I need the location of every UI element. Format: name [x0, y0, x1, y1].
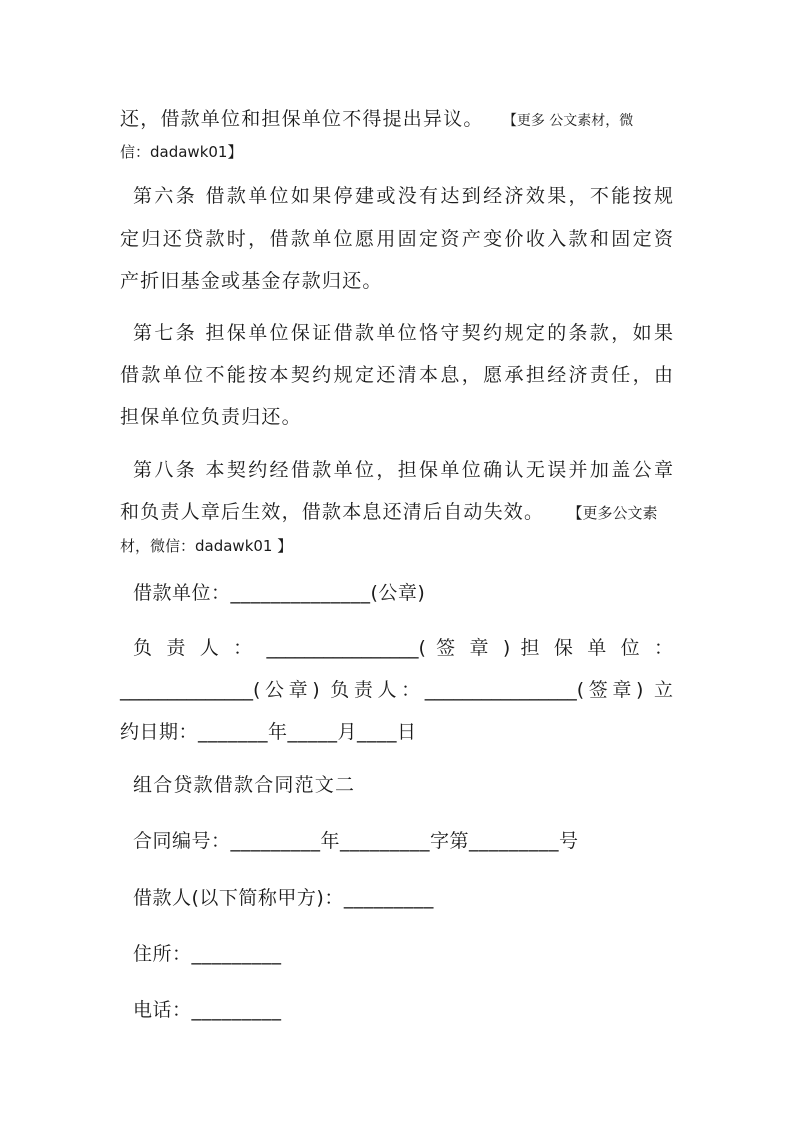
borrower-field: 借款人(以下简称甲方)：_________ [133, 887, 434, 909]
article-7-line-3: 担保单位负责归还。 [120, 406, 302, 428]
section-title: 组合贷款借款合同范文二 [133, 774, 356, 796]
article-6-line-2: 定归还贷款时，借款单位愿用固定资产变价收入款和固定资 [120, 228, 673, 250]
article-8-line-1: 第八条 本契约经借款单位，担保单位确认无误并加盖公章 [133, 459, 673, 481]
sign-line-3: ______________(公章) 负责人：________________(签章) 立 [120, 679, 673, 701]
article-6-line-1: 第六条 借款单位如果停建或没有达到经济效果，不能按规 [133, 185, 673, 207]
article-8-text: 和负责人章后生效，借款本息还清后自动失效。 [120, 501, 545, 523]
sign-borrower: 借款单位：______________(公章) [133, 582, 426, 604]
promo-note: 【更多公文素 [567, 504, 658, 522]
contract-number: 合同编号：_________年_________字第_________号 [133, 830, 579, 852]
promo-note: 【更多 公文素材，微 [502, 113, 634, 129]
sign-date: 约日期：_______年_____月____日 [120, 721, 417, 743]
article-6-line-3: 产折旧基金或基金存款归还。 [120, 270, 383, 292]
article-8-line-3: 材，微信：dadawk01 】 [120, 537, 293, 555]
article-8-line-2 [120, 499, 673, 526]
p1-line-1 [120, 106, 673, 134]
article-7-line-2: 借款单位不能按本契约规定还清本息，愿承担经济责任，由 [120, 364, 673, 386]
p1-line-2: 信：dadawk01】 [120, 143, 243, 161]
article-7-line-1: 第七条 担保单位保证借款单位恪守契约规定的条款，如果 [133, 322, 673, 344]
sign-line-2: 负 责 人 ： ________________( 签 章 ) 担 保 单 位 ： [133, 637, 673, 659]
address-field: 住所：_________ [133, 943, 282, 965]
phone-field: 电话：_________ [133, 999, 282, 1021]
p1-text: 还，借款单位和担保单位不得提出异议。 [120, 108, 484, 130]
